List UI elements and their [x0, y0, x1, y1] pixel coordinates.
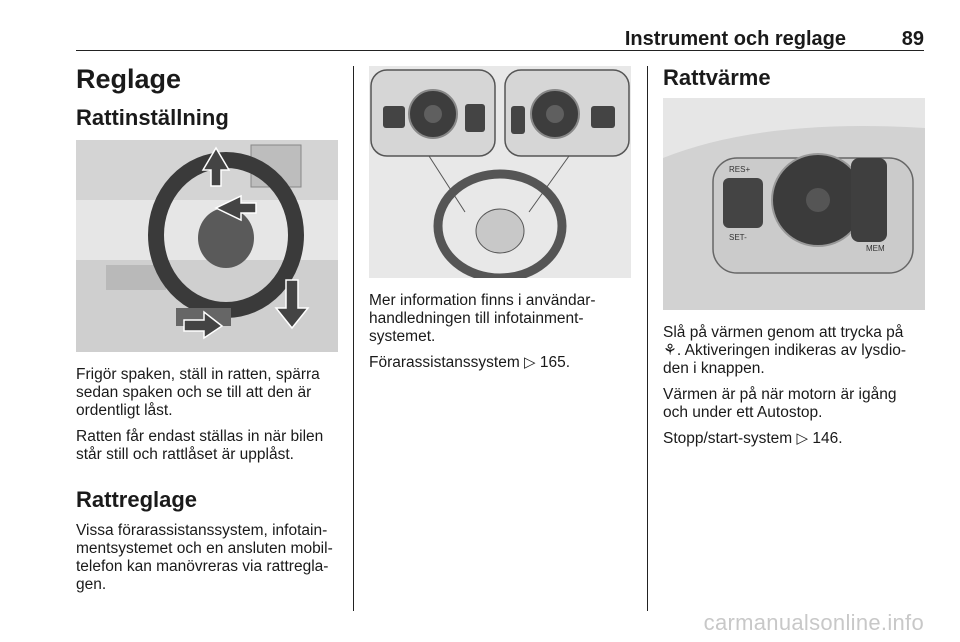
set-label: SET-	[729, 233, 747, 242]
reference-page: 165.	[539, 354, 571, 371]
paragraph-part: . Aktiveringen indikeras av lysdio-den i knappen.	[663, 342, 907, 377]
column-2-text	[369, 292, 631, 372]
column-1	[76, 62, 338, 132]
reference-text: Stopp/start-system	[663, 430, 793, 447]
paragraph: Vissa förarassistanssystem, infotain-mentsystemet och en ansluten mobil-telefon kan manövreras via rattregla-gen.	[76, 522, 333, 593]
chapter-title: Instrument och reglage	[624, 28, 846, 50]
subsection-heading: Rattvärme	[663, 65, 771, 90]
column-divider	[353, 66, 354, 611]
page-number: 89	[901, 28, 924, 50]
column-3-text	[663, 324, 925, 448]
reference-page: 146.	[812, 430, 843, 447]
steering-adjustment-figure	[76, 140, 338, 352]
paragraph: Ratten får endast ställas in när bilen står still och rattlåset är upplåst.	[76, 428, 324, 463]
column-divider	[647, 66, 648, 611]
reference-text: Förarassistanssystem	[369, 354, 520, 371]
paragraph: Frigör spaken, ställ in ratten, spärra sedan spaken och se till att den är ordentligt låst.	[76, 366, 320, 419]
heated-wheel-figure	[663, 98, 925, 310]
res-label: RES+	[729, 165, 751, 174]
mem-label: MEM	[866, 244, 885, 253]
paragraph: Mer information finns i användar-handledningen till infotainment-systemet.	[369, 292, 596, 345]
subsection-heading: Rattreglage	[76, 487, 198, 512]
paragraph-part: Slå på värmen genom att trycka på	[663, 324, 904, 341]
cross-reference	[663, 430, 925, 448]
section-heading: Reglage	[76, 64, 182, 94]
header-rule	[76, 50, 924, 51]
reference-arrow-icon: ▷	[796, 430, 809, 447]
cross-reference	[369, 354, 631, 372]
column-3	[663, 62, 925, 92]
reference-arrow-icon: ▷	[524, 354, 536, 371]
paragraph	[663, 324, 925, 378]
steering-controls-figure	[369, 66, 631, 278]
paragraph: Värmen är på när motorn är igång och under ett Autostop.	[663, 386, 897, 421]
column-1-text	[76, 366, 338, 594]
subsection-heading: Rattinställning	[76, 105, 229, 130]
watermark: carmanualsonline.info	[703, 610, 924, 635]
heated-steering-wheel-icon: ⚘	[663, 342, 677, 359]
